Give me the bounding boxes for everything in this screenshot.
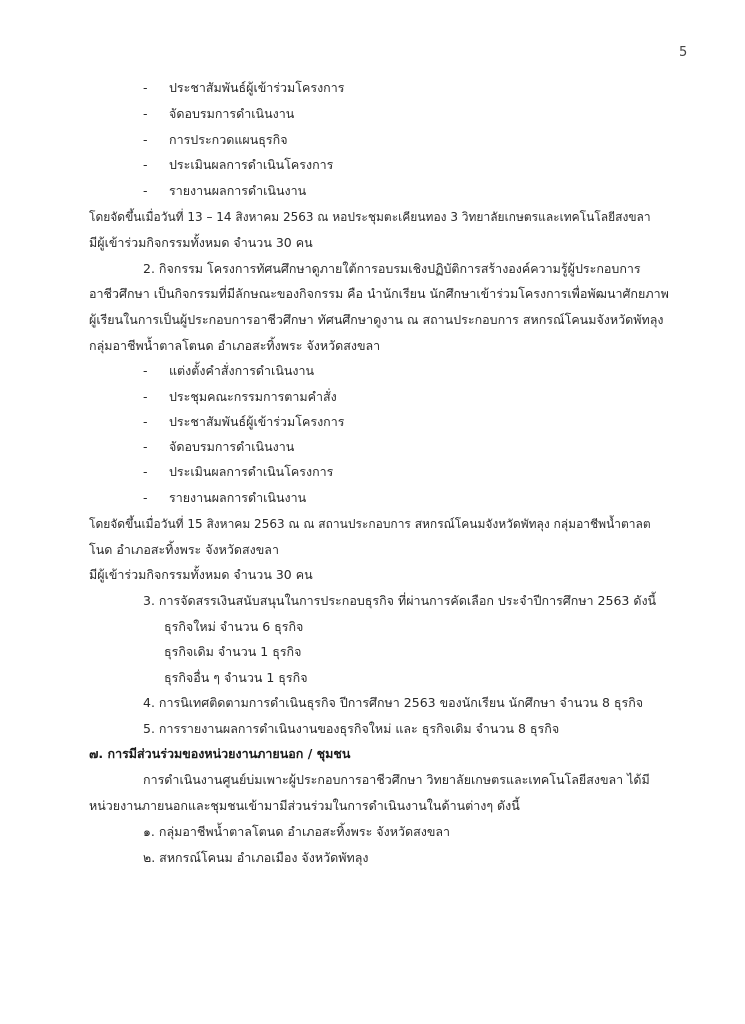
numbered-item: 2. กิจกรรม โครงการทัศนศึกษาดูภายใต้การอบรมเชิงปฏิบัติการสร้างองค์ความรู้ผู้ประกอบการ [143,261,641,276]
bullet-dash: - [143,157,148,172]
list-item [143,106,294,122]
paragraph-line: ผู้เรียนในการเป็นผู้ประกอบการอาชีวศึกษา ทัศนศึกษาดูงาน ณ สถานประกอบการ สหกรณ์โคนมจังหวัดพัทลุง [89,312,664,327]
list-item [143,414,344,430]
bullet-dash: - [143,183,148,198]
page-number: 5 [679,45,688,60]
paragraph-line: โนด อำเภอสะทิ้งพระ จังหวัดสงขลา [89,542,279,557]
section-heading: ๗. การมีส่วนร่วมของหน่วยงานภายนอก / ชุมชน [89,746,351,761]
paragraph-line: อาชีวศึกษา เป็นกิจกรรมที่มีลักษณะของกิจกรรม คือ นำนักเรียน นักศึกษาเข้าร่วมโครงการเพื่อพัฒนาศักยภาพ [89,286,669,301]
bullet-dash: - [143,389,148,404]
list-item [143,132,288,148]
paragraph-line: โดยจัดขึ้นเมื่อวันที่ 15 สิงหาคม 2563 ณ ณ สถานประกอบการ สหกรณ์โคนมจังหวัดพัทลุง กลุ่มอาชีพน้ำตาลต [89,517,651,531]
numbered-item: 5. การรายงานผลการดำเนินงานของธุรกิจใหม่ และ ธุรกิจเดิม จำนวน 8 ธุรกิจ [143,721,560,736]
bullet-dash: - [143,363,148,378]
bullet-dash: - [143,106,148,121]
bullet-dash: - [143,414,148,429]
sub-item: ธุรกิจเดิม จำนวน 1 ธุรกิจ [164,644,302,659]
list-item-text: การประกวดแผนธุรกิจ [169,132,288,147]
list-item [143,80,344,96]
sub-item: ธุรกิจอื่น ๆ จำนวน 1 ธุรกิจ [164,670,308,685]
numbered-item: ๒. สหกรณ์โคนม อำเภอเมือง จังหวัดพัทลุง [143,850,369,865]
bullet-dash: - [143,439,148,454]
list-item-text: ประชาสัมพันธ์ผู้เข้าร่วมโครงการ [169,414,345,429]
list-item-text: ประเมินผลการดำเนินโครงการ [169,157,334,172]
paragraph-line: มีผู้เข้าร่วมกิจกรรมทั้งหมด จำนวน 30 คน [89,567,313,582]
list-item-text: จัดอบรมการดำเนินงาน [169,106,295,121]
list-item [143,464,333,480]
list-item-text: แต่งตั้งคำสั่งการดำเนินงาน [169,363,315,378]
paragraph-line: กลุ่มอาชีพน้ำตาลโตนด อำเภอสะทิ้งพระ จังหวัดสงขลา [89,338,381,353]
numbered-item: 4. การนิเทศติดตามการดำเนินธุรกิจ ปีการศึกษา 2563 ของนักเรียน นักศึกษา จำนวน 8 ธุรกิจ [143,695,644,710]
paragraph-line: การดำเนินงานศูนย์บ่มเพาะผู้ประกอบการอาชีวศึกษา วิทยาลัยเกษตรและเทคโนโลยีสงขลา ได้มี [143,772,650,787]
bullet-dash: - [143,132,148,147]
list-item-text: ประเมินผลการดำเนินโครงการ [169,464,334,479]
list-item-text: ประชาสัมพันธ์ผู้เข้าร่วมโครงการ [169,80,345,95]
bullet-dash: - [143,490,148,505]
list-item [143,157,333,173]
numbered-item: 3. การจัดสรรเงินสนับสนุนในการประกอบธุรกิจ ที่ผ่านการคัดเลือก ประจำปีการศึกษา 2563 ดังนี้ [143,593,657,608]
list-item-text: รายงานผลการดำเนินงาน [169,490,307,505]
list-item-text: จัดอบรมการดำเนินงาน [169,439,295,454]
paragraph-line: โดยจัดขึ้นเมื่อวันที่ 13 – 14 สิงหาคม 2563 ณ หอประชุมตะเคียนทอง 3 วิทยาลัยเกษตรและเทคโนโลยีสงขลา [89,210,651,224]
paragraph-line: หน่วยงานภายนอกและชุมชนเข้ามามีส่วนร่วมในการดำเนินงานในด้านต่างๆ ดังนี้ [89,798,520,813]
list-item [143,389,337,405]
list-item-text: รายงานผลการดำเนินงาน [169,183,307,198]
bullet-dash: - [143,80,148,95]
list-item [143,363,314,379]
list-item [143,439,294,455]
list-item [143,490,306,506]
list-item-text: ประชุมคณะกรรมการตามคำสั่ง [169,389,337,404]
bullet-dash: - [143,464,148,479]
paragraph-line: มีผู้เข้าร่วมกิจกรรมทั้งหมด จำนวน 30 คน [89,235,313,250]
numbered-item: ๑. กลุ่มอาชีพน้ำตาลโตนด อำเภอสะทิ้งพระ จังหวัดสงขลา [143,824,451,839]
list-item [143,183,306,199]
sub-item: ธุรกิจใหม่ จำนวน 6 ธุรกิจ [164,619,304,634]
